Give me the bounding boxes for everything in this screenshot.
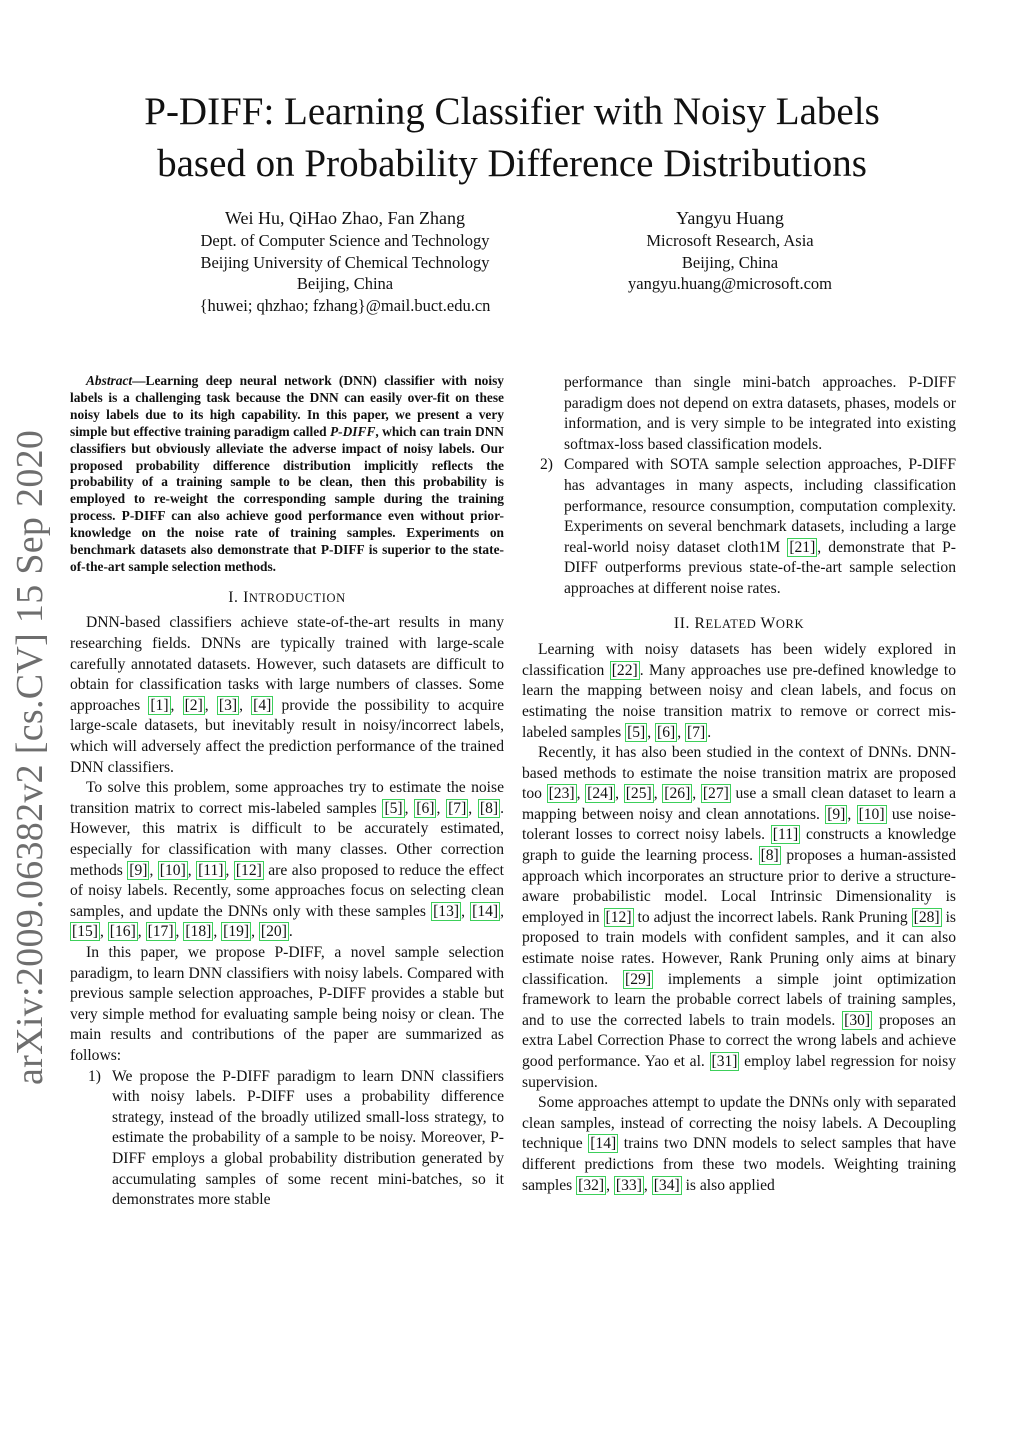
text: is proposed to train models with confident samples, and it can also estimate noise rates. However, Rank Pruning only aims at binary classification. [522, 908, 956, 988]
citation-32[interactable]: [32] [578, 1176, 605, 1194]
author-block-1 [170, 207, 520, 316]
citation-28[interactable]: [28] [913, 908, 940, 926]
text: , [99, 923, 108, 941]
left-column [70, 373, 504, 1211]
text: use noise-tolerant losses to correct noisy labels. [522, 805, 956, 844]
list-item-text: performance than single mini-batch approaches. P-DIFF paradigm does not depend on extra datasets, phases, models or information, and is very simple to be integrated into existing softmax-loss based classification models. [564, 374, 956, 453]
text: , [615, 785, 624, 803]
text: provide the possibility to acquire large-scale datasets, but inevitably result in noisy/incorrect labels, which will adversely affect the prediction performance of the trained DNN classifiers. [70, 696, 504, 776]
text: , [137, 923, 146, 941]
text: , [170, 696, 183, 714]
citation-6[interactable]: [6] [416, 799, 435, 817]
citation-17[interactable]: [17] [147, 923, 174, 941]
section-title-initial: I [243, 588, 249, 606]
text: , demonstrate that P-DIFF outperforms previous state-of-the-art sample selection approaches at different noise rates. [564, 538, 956, 597]
related-paragraph-3 [522, 1093, 956, 1196]
section-title-initial: R [694, 614, 706, 632]
citation-22[interactable]: [22] [611, 661, 638, 679]
author-location: Beijing, China [681, 252, 779, 272]
text: To solve this problem, some approaches try to estimate the noise transition matrix to correct mis-labeled samples [70, 779, 504, 817]
citation-2[interactable]: [2] [184, 696, 203, 714]
abstract-emph: P-DIFF [330, 423, 376, 439]
text: constructs a knowledge graph to guide the learning process. [522, 826, 956, 865]
citation-10[interactable]: [10] [858, 805, 885, 823]
text: , [149, 861, 158, 879]
citation-12[interactable]: [12] [235, 861, 262, 879]
text: , [461, 902, 471, 920]
citation-12[interactable]: [12] [605, 908, 632, 926]
author-email: yangyu.huang@microsoft.com [628, 274, 832, 293]
text: , [204, 696, 217, 714]
citation-14[interactable]: [14] [590, 1135, 617, 1153]
text: , [225, 861, 234, 879]
citation-21[interactable]: [21] [789, 538, 816, 556]
arxiv-margin-note: arXiv:2009.06382v2 [cs.CV] 15 Sep 2020 [9, 429, 51, 1085]
abstract [70, 373, 504, 576]
text: trains two DNN models to select samples that have different predictions from these two models. Weighting training samples [522, 1135, 956, 1194]
text: implements a simple joint optimization framework to learn the probable correct labels of training samples, and to use the corrected labels to train models. [522, 970, 956, 1029]
citation-7[interactable]: [7] [687, 723, 706, 741]
text: , [468, 799, 478, 817]
citation-20[interactable]: [20] [260, 923, 287, 941]
citation-11[interactable]: [11] [772, 826, 799, 844]
paper-title [80, 86, 944, 190]
text: , [404, 799, 415, 817]
citation-25[interactable]: [25] [625, 785, 652, 803]
intro-paragraph-2 [70, 778, 504, 943]
text: , [187, 861, 197, 879]
text: , [175, 923, 184, 941]
citation-9[interactable]: [9] [827, 805, 846, 823]
citation-13[interactable]: [13] [433, 902, 460, 920]
section-title-rest: ORK [775, 616, 805, 631]
text: proposes a human-assisted approach which incorporates an structure prior to derive a structure-aware probabilistic model. Local Intrinsic Dimensionality is employed in [522, 847, 956, 926]
section-heading-introduction [70, 588, 504, 609]
text: , [653, 785, 663, 803]
text: , [251, 923, 259, 941]
list-item [70, 1067, 504, 1211]
citation-19[interactable]: [19] [223, 923, 250, 941]
abstract-text-1: Learning deep neural network (DNN) classifier with noisy labels is a challenging task because the DNN can easily over-fit on these noisy labels due to its high capability. In this paper, we present a very simple but effective training paradigm called [70, 373, 504, 439]
author-location: Beijing, China [296, 274, 394, 293]
section-number: II. [673, 614, 690, 632]
text: . [707, 723, 712, 741]
text: , [692, 785, 701, 803]
text: . However, this matrix is difficult to be accurately estimated, especially for classification with many classes. Other correction methods [70, 799, 505, 879]
abstract-label: Abstract [86, 373, 133, 388]
abstract-text-2: , which can train DNN classifiers but obviously alleviate the adverse impact of noisy labels. Our proposed probability difference distribution implicitly reflects the probability of a training sample to be clean, then this probability is employed to re-weight the corresponding sample during the training process. P-DIFF can also achieve good performance even without prior-knowledge on the noise rate of training samples. Experiments on benchmark datasets also demonstrate that P-DIFF is superior to the state-of-the-art sample selection methods. [70, 423, 504, 574]
citation-3[interactable]: [3] [218, 696, 238, 714]
author-institution: Beijing University of Chemical Technology [200, 252, 490, 272]
citation-31[interactable]: [31] [711, 1053, 738, 1070]
citation-34[interactable]: [34] [653, 1176, 680, 1194]
section-title-rest: ELATED [705, 616, 757, 631]
author-block-2 [580, 207, 880, 295]
citation-23[interactable]: [23] [548, 785, 575, 803]
text: , [643, 1176, 652, 1194]
citation-5[interactable]: [5] [627, 723, 646, 741]
list-item-text: We propose the P-DIFF paradigm to learn DNN classifiers with noisy labels. P-DIFF uses a probability difference strategy, instead of the broadly utilized small-loss strategy, to estimate the probability of a sample to be noisy. Moreover, P-DIFF employs a global probability distribution generated by accumulating samples of some recent mini-batches, so it demonstrates more stable [112, 1067, 504, 1209]
section-title-rest: NTRODUCTION [248, 590, 346, 605]
text: Recently, it has also been studied in the context of DNNs. DNN-based methods to estimate the noise transition matrix are proposed too [522, 744, 956, 803]
text: Learning with noisy datasets has been widely explored in classification [522, 641, 956, 679]
citation-33[interactable]: [33] [615, 1176, 642, 1194]
author-names: Wei Hu, QiHao Zhao, Fan Zhang [225, 208, 465, 228]
right-column [522, 373, 956, 1196]
contribution-list-continued [522, 373, 956, 600]
citation-24[interactable]: [24] [587, 785, 614, 803]
text: . Many approaches use pre-defined knowledge to learn the mapping between noisy and clean labels, and focus on estimating the noise transition matrix to remove or correct mis-labeled samples [522, 661, 956, 741]
citation-15[interactable]: [15] [72, 923, 98, 941]
title-line-2: based on Probability Difference Distributions [157, 142, 867, 185]
citation-8[interactable]: [8] [479, 799, 499, 817]
citation-26[interactable]: [26] [664, 785, 691, 803]
section-heading-related-work [522, 614, 956, 635]
related-paragraph-2 [522, 743, 956, 1093]
text: to adjust the incorrect labels. Rank Pruning [633, 908, 912, 926]
intro-paragraph-1 [70, 613, 504, 778]
citation-1[interactable]: [1] [150, 696, 169, 714]
list-item-number: 2) [540, 456, 553, 474]
citation-27[interactable]: [27] [702, 785, 729, 803]
text: , [647, 723, 656, 741]
text: use a small clean dataset to learn a mapping between noisy and clean annotations. [522, 785, 957, 823]
text: , [239, 696, 252, 714]
list-item [522, 455, 956, 599]
list-item-text [564, 455, 956, 599]
citation-29[interactable]: [29] [625, 970, 652, 988]
citation-14[interactable]: [14] [472, 902, 499, 920]
citation-5[interactable]: [5] [384, 799, 403, 817]
section-title-initial: W [760, 614, 776, 632]
list-item-number: 1) [88, 1067, 101, 1085]
citation-30[interactable]: [30] [844, 1011, 871, 1029]
text: , [847, 805, 857, 823]
citation-18[interactable]: [18] [185, 923, 212, 941]
text: Some approaches attempt to update the DNNs only with separated clean samples, instead of correcting the noisy labels. A Decoupling technique [522, 1094, 956, 1153]
text: , [436, 799, 447, 817]
text: , [500, 902, 505, 920]
author-email: {huwei; qhzhao; fzhang}@mail.buct.edu.cn [199, 295, 491, 315]
text: , [576, 785, 586, 803]
section-number: I. [228, 588, 239, 606]
text: proposes an extra Label Correction Phase to correct the wrong labels and achieve good performance. Yao et al. [522, 1011, 956, 1070]
text: Compared with SOTA sample selection approaches, P-DIFF has advantages in many aspects, including classification performance, resource consumption, computation complexity. Experiments on several benchmark datasets, including a large real-world noisy dataset cloth1M [564, 456, 956, 556]
author-dept: Dept. of Computer Science and Technology [200, 231, 490, 250]
citation-11[interactable]: [11] [198, 861, 224, 879]
text: , [606, 1176, 614, 1194]
text: DNN-based classifiers achieve state-of-the-art results in many researching fields. DNNs are typically trained with large-scale carefully annotated datasets. However, such datasets are difficult to obtain for classification tasks with large numbers of classes. Some approaches [70, 614, 504, 714]
related-paragraph-1 [522, 640, 956, 743]
citation-10[interactable]: [10] [159, 861, 186, 879]
intro-paragraph-3: In this paper, we propose P-DIFF, a novel sample selection paradigm, to learn DNN classifiers with noisy labels. Compared with previous sample selection approaches, P-DIFF provides a stable but very simple method for evaluating sample being noisy or clean. The main results and contributions of the paper are summarized as follows: [70, 943, 504, 1064]
author-names: Yangyu Huang [676, 208, 784, 228]
title-line-1: P-DIFF: Learning Classifier with Noisy Labels [144, 90, 880, 133]
contribution-list [70, 1067, 504, 1211]
abstract-dash: — [132, 373, 146, 388]
text: , [213, 923, 222, 941]
text: are also proposed to reduce the effect of noisy labels. Recently, some approaches focus on selecting clean samples, and update the DNNs only with these samples [70, 861, 505, 920]
author-institution: Microsoft Research, Asia [646, 231, 814, 250]
citation-7[interactable]: [7] [448, 799, 467, 817]
citation-4[interactable]: [4] [253, 696, 272, 714]
citation-6[interactable]: [6] [657, 723, 676, 741]
citation-16[interactable]: [16] [109, 923, 136, 941]
text: . [288, 923, 293, 941]
citation-8[interactable]: [8] [760, 847, 779, 865]
text: employ label regression for noisy supervision. [522, 1053, 956, 1091]
citation-9[interactable]: [9] [129, 861, 148, 879]
text: , [677, 723, 686, 741]
text: is also applied [681, 1176, 775, 1194]
list-item [522, 373, 956, 455]
